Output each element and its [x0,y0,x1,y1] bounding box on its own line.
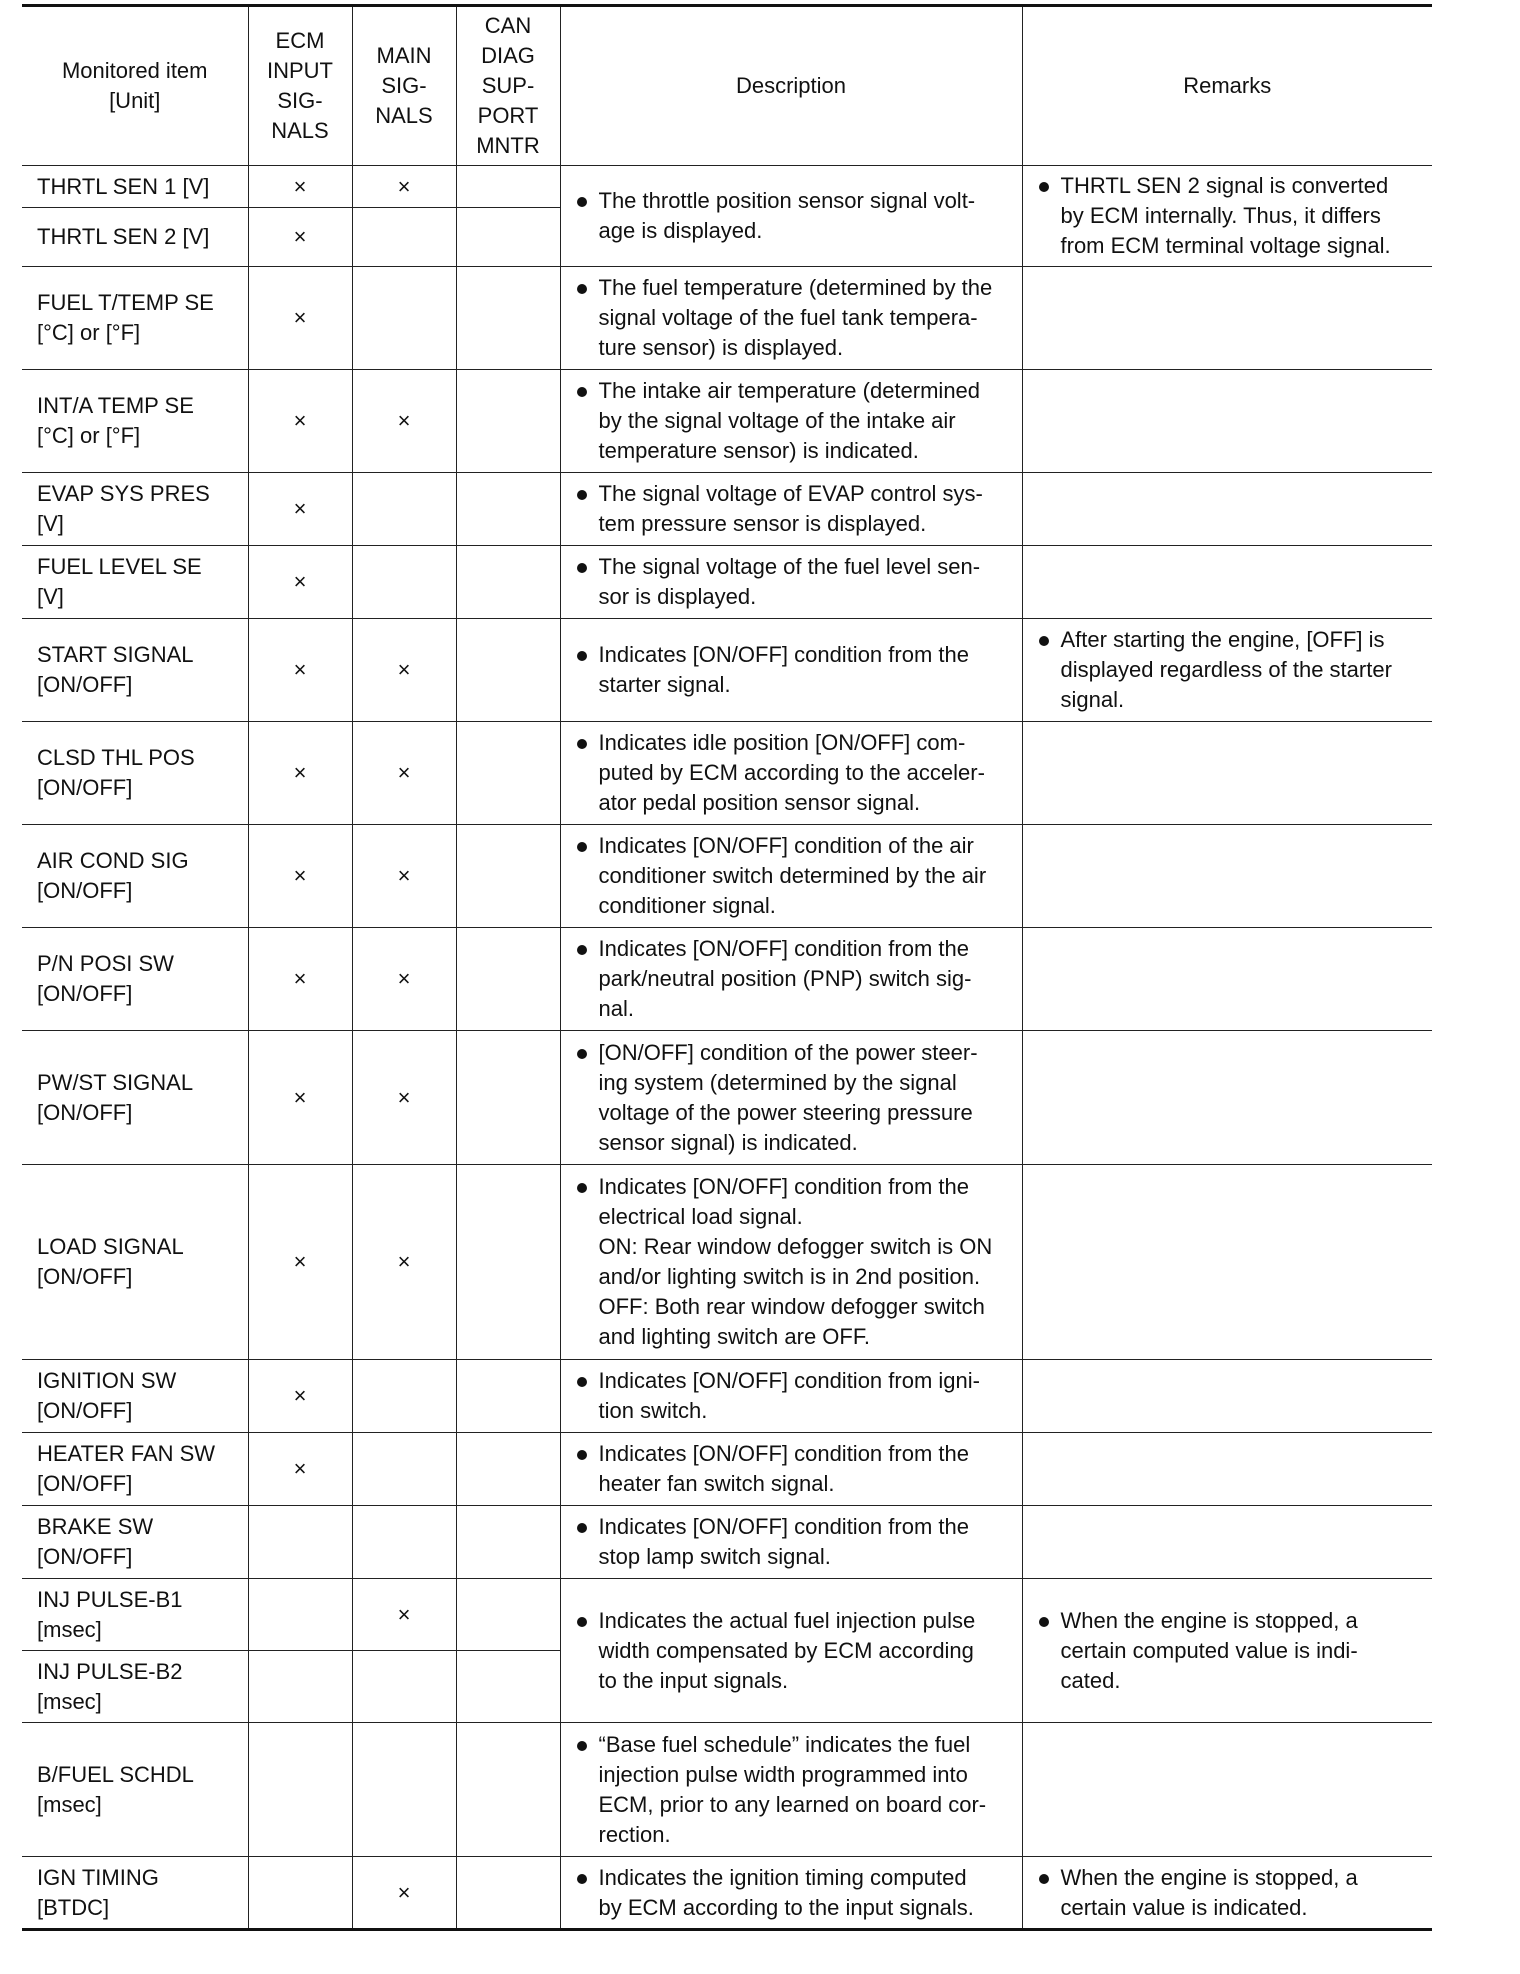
item-name: B/FUEL SCHDL [msec] [22,1723,248,1857]
item-name: IGN TIMING [BTDC] [22,1857,248,1930]
ecm-mark: × [248,1433,352,1506]
ecm-mark [248,1857,352,1930]
remarks: When the engine is stopped, a certain computed value is indi- cated. [1022,1579,1432,1723]
ecm-mark: × [248,722,352,825]
can-mark [456,1651,560,1723]
header-remarks: Remarks [1022,6,1432,166]
table-row [22,825,1432,928]
main-mark: × [352,1579,456,1651]
description: Indicates [ON/OFF] condition from the park/neutral position (PNP) switch sig- nal. [560,928,1022,1031]
table-row [22,1857,1432,1930]
description: The signal voltage of EVAP control sys- tem pressure sensor is displayed. [560,473,1022,546]
can-mark [456,722,560,825]
can-mark [456,1506,560,1579]
description: The throttle position sensor signal volt- age is displayed. [560,166,1022,267]
ecm-mark: × [248,370,352,473]
ecm-mark [248,1723,352,1857]
remarks [1022,1165,1432,1360]
ecm-mark [248,1579,352,1651]
can-mark [456,619,560,722]
description: [ON/OFF] condition of the power steer- ing system (determined by the signal voltage of the power steering pressure sensor signal) is indicated. [560,1031,1022,1165]
main-mark: × [352,1165,456,1360]
description: Indicates idle position [ON/OFF] com- puted by ECM according to the acceler- ator pedal position sensor signal. [560,722,1022,825]
table-row [22,546,1432,619]
ecm-mark [248,1506,352,1579]
table-row [22,1165,1432,1360]
item-name: HEATER FAN SW [ON/OFF] [22,1433,248,1506]
remarks: THRTL SEN 2 signal is converted by ECM internally. Thus, it differs from ECM terminal voltage signal. [1022,166,1432,267]
remarks [1022,722,1432,825]
item-name: EVAP SYS PRES [V] [22,473,248,546]
can-mark [456,1165,560,1360]
table-row [22,473,1432,546]
description: The signal voltage of the fuel level sen- sor is displayed. [560,546,1022,619]
item-name: P/N POSI SW [ON/OFF] [22,928,248,1031]
remarks [1022,1360,1432,1433]
ecm-mark: × [248,1031,352,1165]
table-row [22,1723,1432,1857]
main-mark: × [352,825,456,928]
description: Indicates [ON/OFF] condition from the electrical load signal. ON: Rear window defogger switch is ON and/or lighting switch is in 2nd position. OFF: Both rear window defogger switch and lighting switch are OFF. [560,1165,1022,1360]
table-row [22,1031,1432,1165]
item-name: FUEL LEVEL SE [V] [22,546,248,619]
remarks [1022,473,1432,546]
main-mark: × [352,1857,456,1930]
header-monitored-item: Monitored item [Unit] [22,6,248,166]
can-mark [456,267,560,370]
can-mark [456,208,560,267]
remarks [1022,267,1432,370]
main-mark [352,267,456,370]
description: Indicates [ON/OFF] condition of the air conditioner switch determined by the air conditioner signal. [560,825,1022,928]
header-main-signals: MAIN SIG- NALS [352,6,456,166]
item-name: FUEL T/TEMP SE [°C] or [°F] [22,267,248,370]
item-name: THRTL SEN 2 [V] [22,208,248,267]
main-mark [352,1506,456,1579]
can-mark [456,825,560,928]
ecm-mark: × [248,208,352,267]
description: Indicates [ON/OFF] condition from the heater fan switch signal. [560,1433,1022,1506]
table-header-row [22,6,1432,166]
item-name: BRAKE SW [ON/OFF] [22,1506,248,1579]
remarks [1022,928,1432,1031]
item-name: AIR COND SIG [ON/OFF] [22,825,248,928]
remarks: When the engine is stopped, a certain value is indicated. [1022,1857,1432,1930]
table-row [22,1506,1432,1579]
remarks: After starting the engine, [OFF] is displayed regardless of the starter signal. [1022,619,1432,722]
can-mark [456,1360,560,1433]
ecm-mark: × [248,619,352,722]
ecm-mark: × [248,546,352,619]
can-mark [456,1433,560,1506]
header-description: Description [560,6,1022,166]
remarks [1022,546,1432,619]
ecm-mark: × [248,825,352,928]
ecm-mark: × [248,1165,352,1360]
description: Indicates [ON/OFF] condition from the starter signal. [560,619,1022,722]
main-mark: × [352,619,456,722]
item-name: START SIGNAL [ON/OFF] [22,619,248,722]
item-name: INJ PULSE-B1 [msec] [22,1579,248,1651]
can-mark [456,1031,560,1165]
remarks [1022,370,1432,473]
description: Indicates [ON/OFF] condition from the stop lamp switch signal. [560,1506,1022,1579]
main-mark: × [352,722,456,825]
ecm-mark: × [248,1360,352,1433]
table-row [22,166,1432,208]
header-can-diag-support-mntr: CAN DIAG SUP- PORT MNTR [456,6,560,166]
main-mark [352,1360,456,1433]
main-mark: × [352,166,456,208]
can-mark [456,928,560,1031]
remarks [1022,1031,1432,1165]
remarks [1022,825,1432,928]
description: “Base fuel schedule” indicates the fuel injection pulse width programmed into ECM, prior to any learned on board cor- rection. [560,1723,1022,1857]
main-mark [352,546,456,619]
item-name: INT/A TEMP SE [°C] or [°F] [22,370,248,473]
table-row [22,928,1432,1031]
main-mark [352,1651,456,1723]
main-mark: × [352,1031,456,1165]
main-mark [352,473,456,546]
description: Indicates [ON/OFF] condition from igni- tion switch. [560,1360,1022,1433]
description: Indicates the actual fuel injection pulse width compensated by ECM according to the input signals. [560,1579,1022,1723]
ecm-mark: × [248,473,352,546]
description: The intake air temperature (determined by the signal voltage of the intake air temperature sensor) is indicated. [560,370,1022,473]
table-row [22,1579,1432,1651]
ecm-mark: × [248,928,352,1031]
description: The fuel temperature (determined by the signal voltage of the fuel tank tempera- ture sensor) is displayed. [560,267,1022,370]
table-row [22,267,1432,370]
table-row [22,370,1432,473]
main-mark [352,1723,456,1857]
item-name: PW/ST SIGNAL [ON/OFF] [22,1031,248,1165]
table-row [22,1433,1432,1506]
description: Indicates the ignition timing computed by ECM according to the input signals. [560,1857,1022,1930]
item-name: CLSD THL POS [ON/OFF] [22,722,248,825]
can-mark [456,1579,560,1651]
item-name: LOAD SIGNAL [ON/OFF] [22,1165,248,1360]
remarks [1022,1723,1432,1857]
remarks [1022,1433,1432,1506]
ecm-mark: × [248,166,352,208]
item-name: THRTL SEN 1 [V] [22,166,248,208]
can-mark [456,166,560,208]
item-name: INJ PULSE-B2 [msec] [22,1651,248,1723]
table-row [22,722,1432,825]
ecm-mark [248,1651,352,1723]
item-name: IGNITION SW [ON/OFF] [22,1360,248,1433]
can-mark [456,1857,560,1930]
table-row [22,619,1432,722]
can-mark [456,370,560,473]
can-mark [456,1723,560,1857]
table-row [22,1360,1432,1433]
monitor-items-table-container [22,4,1432,1931]
ecm-mark: × [248,267,352,370]
main-mark [352,1433,456,1506]
main-mark: × [352,370,456,473]
can-mark [456,546,560,619]
monitor-items-table [22,4,1432,1931]
remarks [1022,1506,1432,1579]
main-mark [352,208,456,267]
main-mark: × [352,928,456,1031]
header-ecm-input-signals: ECM INPUT SIG- NALS [248,6,352,166]
can-mark [456,473,560,546]
